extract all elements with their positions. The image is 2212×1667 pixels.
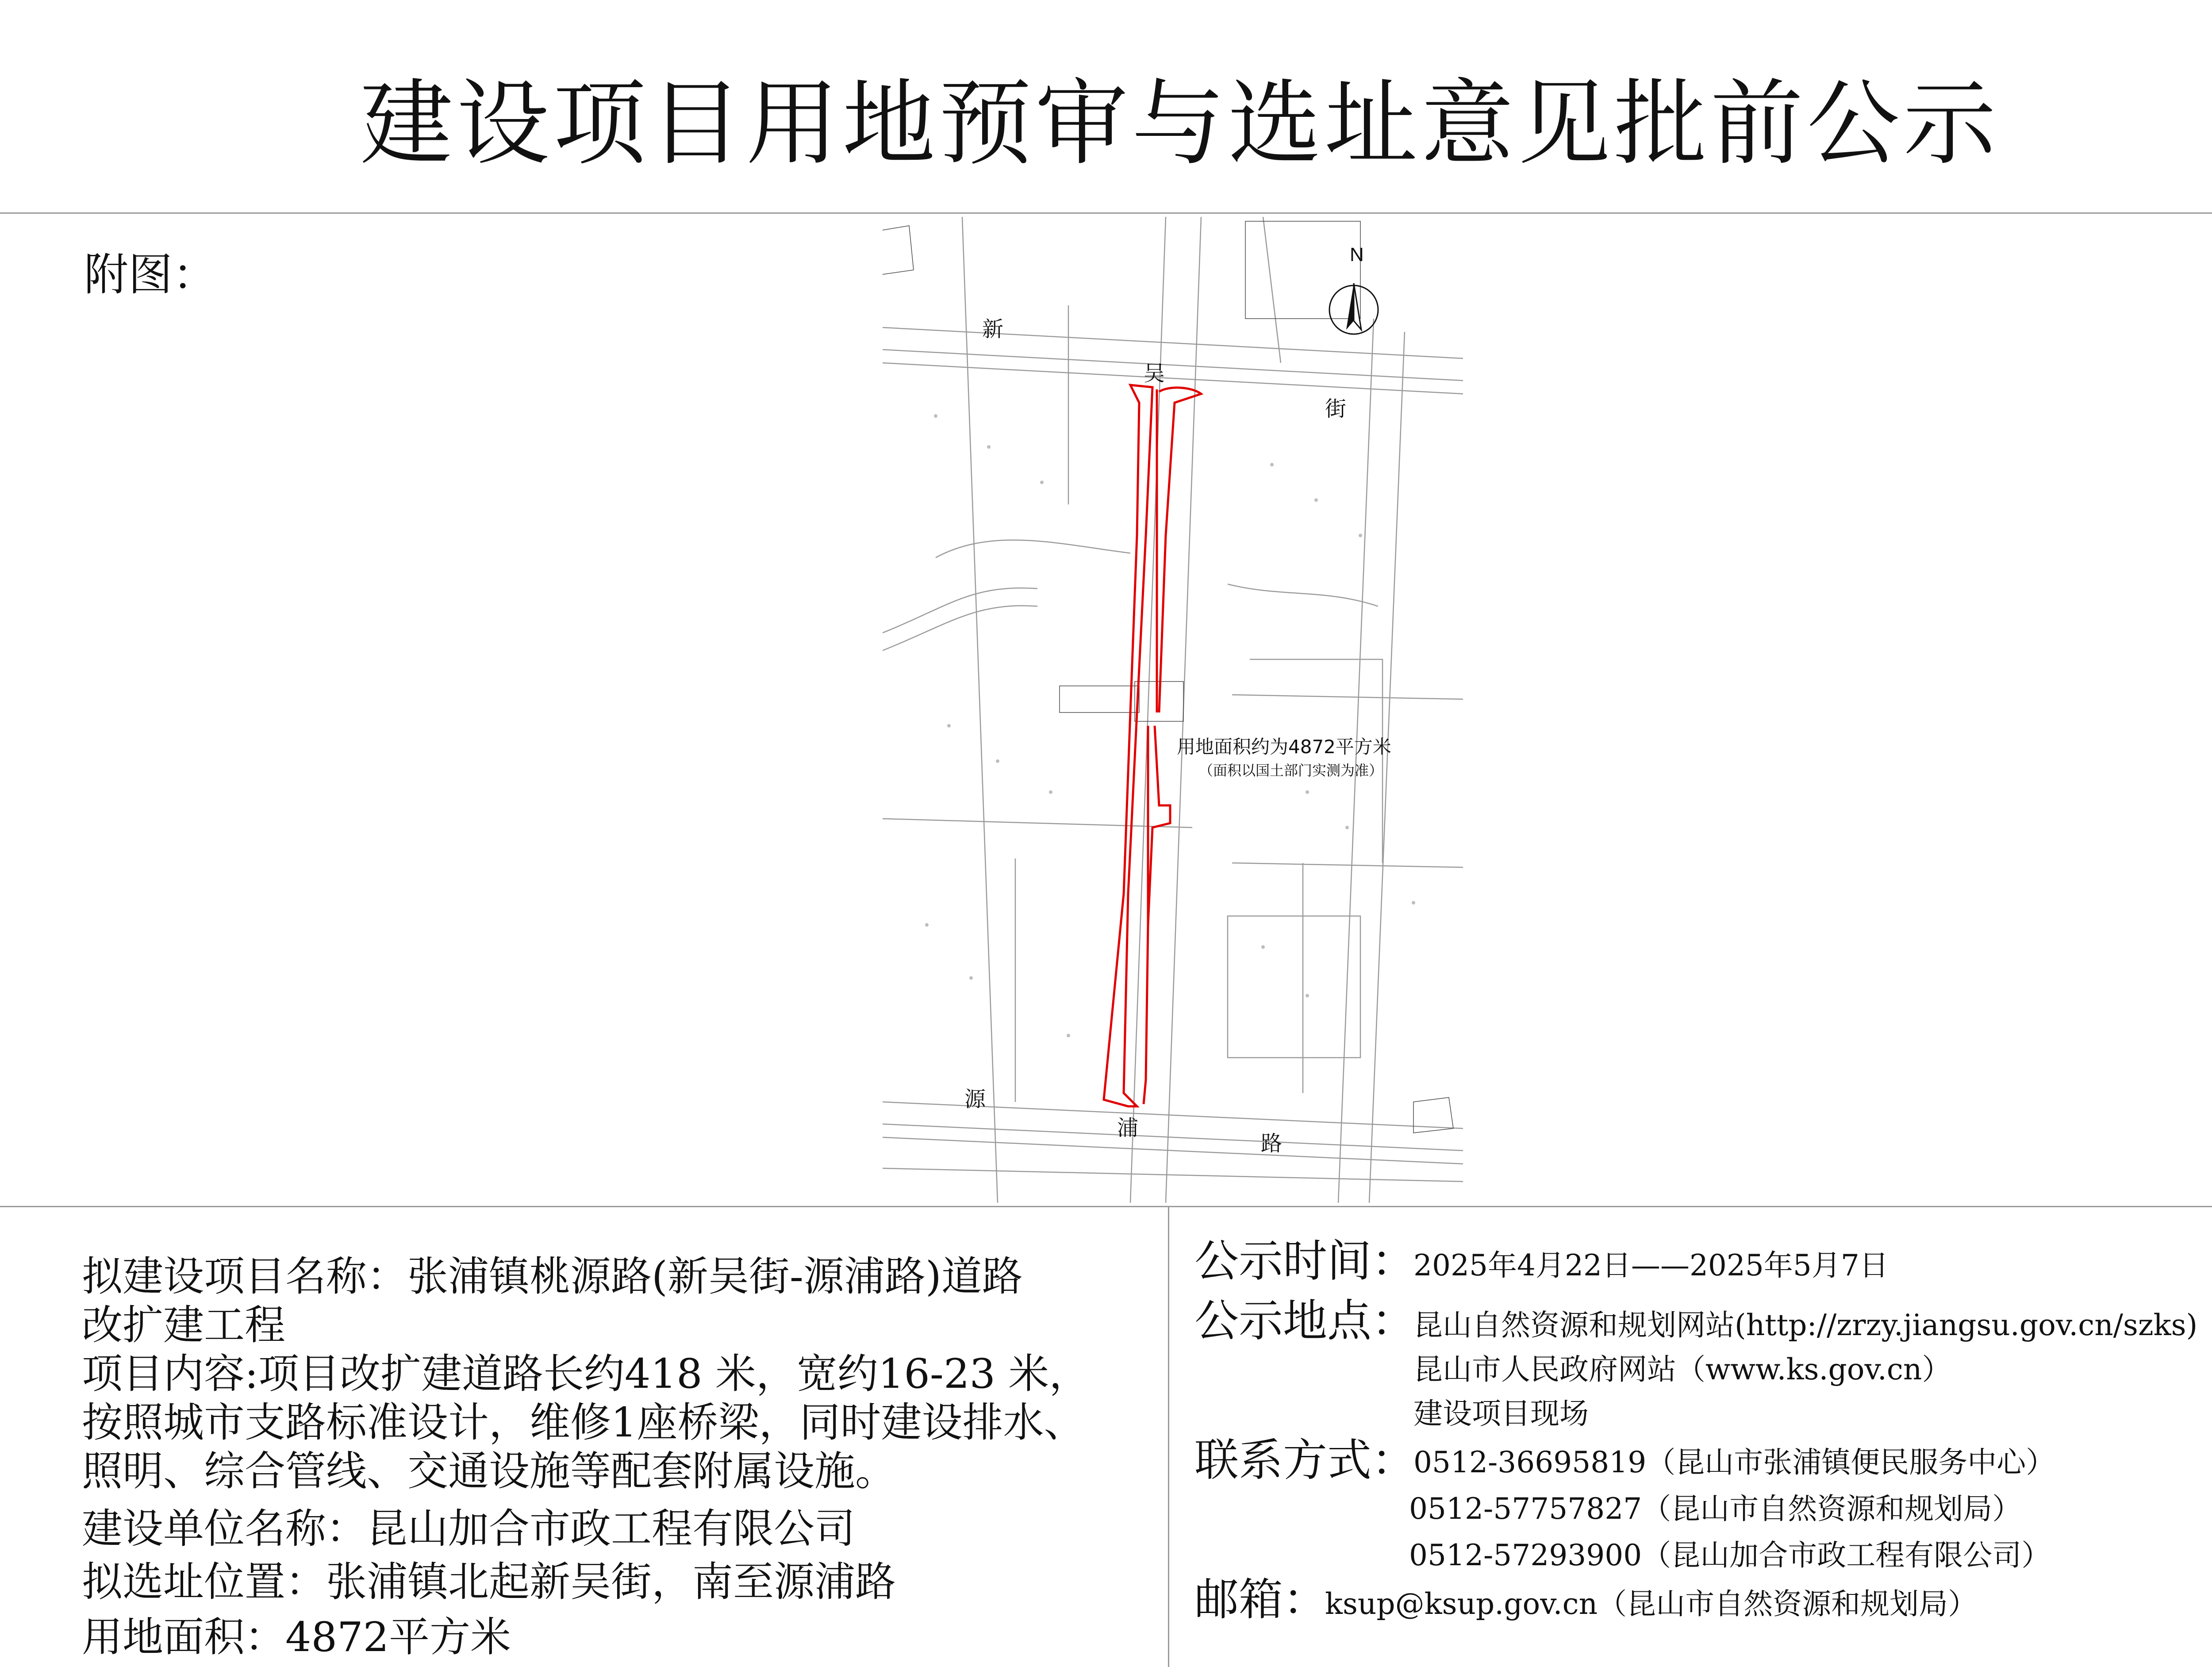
publicity-email-value: ksup@ksup.gov.cn（昆山市自然资源和规划局） bbox=[1325, 1587, 1978, 1621]
road-south-3: 路 bbox=[1261, 1131, 1283, 1156]
area-note-sub: （面积以国土部门实测为准） bbox=[1199, 762, 1383, 779]
project-name-line1: 拟建设项目名称：张浦镇桃源路(新吴街-源浦路)道路 bbox=[82, 1253, 1023, 1300]
project-content-line2: 按照城市支路标准设计，维修1座桥梁，同时建设排水、 bbox=[82, 1399, 1085, 1446]
figure-label: 附图： bbox=[84, 249, 217, 300]
project-content-line3: 照明、综合管线、交通设施等配套附属设施。 bbox=[82, 1448, 896, 1495]
publicity-contact-2: 0512-57757827（昆山市自然资源和规划局） bbox=[1409, 1492, 2022, 1526]
road-north-2: 吴 bbox=[1144, 361, 1165, 386]
publicity-contact-3: 0512-57293900（昆山加合市政工程有限公司） bbox=[1409, 1538, 2051, 1572]
road-north-3: 街 bbox=[1325, 397, 1347, 421]
publicity-time-label: 公示时间： bbox=[1194, 1235, 1416, 1287]
site-map bbox=[883, 217, 1463, 1203]
publicity-time-value: 2025年4月22日——2025年5月7日 bbox=[1413, 1248, 1889, 1282]
project-area: 用地面积：4872平方米 bbox=[82, 1613, 511, 1661]
page-title: 建设项目用地预审与选址意见批前公示 bbox=[360, 69, 2000, 178]
project-content-line1: 项目内容:项目改扩建道路长约418 米，宽约16-23 米， bbox=[82, 1350, 1090, 1398]
publicity-place-3: 建设项目现场 bbox=[1413, 1397, 1589, 1431]
publicity-contact-label: 联系方式： bbox=[1194, 1434, 1416, 1486]
publicity-contact-1: 0512-36695819（昆山市张浦镇便民服务中心） bbox=[1413, 1445, 2055, 1479]
road-south-2: 浦 bbox=[1117, 1116, 1139, 1140]
road-north-1: 新 bbox=[982, 317, 1004, 342]
section-divider bbox=[0, 1206, 2212, 1207]
area-note: 用地面积约为4872平方米 bbox=[1177, 736, 1391, 758]
road-south-1: 源 bbox=[964, 1087, 986, 1112]
project-builder: 建设单位名称：昆山加合市政工程有限公司 bbox=[82, 1505, 856, 1552]
publicity-place-label: 公示地点： bbox=[1194, 1295, 1416, 1347]
column-divider bbox=[1168, 1207, 1169, 1667]
publicity-email-label: 邮箱： bbox=[1194, 1574, 1327, 1625]
publicity-place-2: 昆山市人民政府网站（www.ks.gov.cn） bbox=[1413, 1352, 1951, 1386]
north-label: N bbox=[1350, 244, 1364, 266]
project-location: 拟选址位置：张浦镇北起新吴街，南至源浦路 bbox=[82, 1558, 896, 1605]
project-name-line2: 改扩建工程 bbox=[82, 1301, 286, 1349]
publicity-place-1: 昆山自然资源和规划网站(http://zrzy.jiangsu.gov.cn/szks) bbox=[1413, 1308, 2198, 1342]
title-divider bbox=[0, 212, 2212, 214]
